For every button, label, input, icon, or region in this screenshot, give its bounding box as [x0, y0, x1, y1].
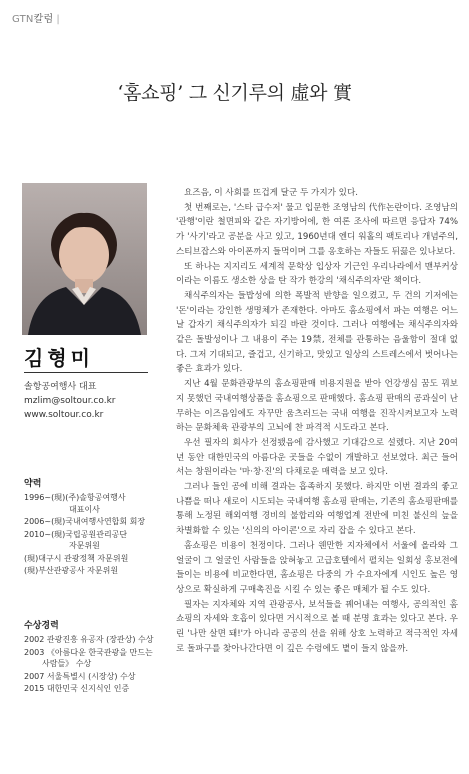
body-paragraph: 필자는 지자체와 지역 관광공사, 보석들을 꿰어내는 여행사, 공의적인 홈쇼핑의 자세와 호흡이 있다면 거시적으로 볼 때 분명 효과는 있다고 본다. 우린 '나만 살면 돼!'가 아니라 공공의 선을 위해 상호 노력하고 적극적인 자세로 돌파구를 찾아나간다면 이 깊은 수렁에도 볕이 들지 않을까.: [176, 599, 458, 654]
article-body: [176, 186, 458, 657]
body-paragraph: 요즈음, 이 사회를 뜨겁게 달군 두 가지가 있다.: [184, 188, 359, 198]
awards-list: [24, 634, 164, 696]
list-item: 2003 《아름다운 한국관광을 만드는 사람들》 수상: [24, 647, 153, 668]
header-separator: |: [56, 14, 60, 25]
author-website: www.soltour.co.kr: [24, 410, 104, 420]
awards-title: 수상경력: [24, 621, 59, 631]
body-paragraph: 채식주의자는 들밥성에 의한 폭발적 반향을 일으켰고, 두 건의 기저에는 '돈'이라는 강인한 생명체가 존재한다. 아마도 홈쇼핑에서 파는 여행은 어느 날 갑자기 채식주의자가 되길 바란 것이다. 그러나 여행에는 채식주의자와 같은 돌발성이나 그 내용이 주는 19禁, 전체를 관통하는 음울함이 절대 없다. 그저 기대되고, 즐겁고, 신기하고, 맛있고 일상의 스트레스에서 벗어나는 좋은 효과가 있다.: [176, 290, 458, 375]
article-title: ‘홈쇼핑’ 그 신기루의 虛와 實: [117, 82, 352, 104]
list-item: (現)부산관광공사 자문위원: [24, 566, 119, 575]
author-info: [24, 380, 159, 422]
body-paragraph: 우선 필자의 회사가 선정됐음에 감사했고 기대감으로 설렜다. 지난 20여년 동안 대한민국의 아름다운 곳들을 수없이 개발하고 선보였다. 최근 들어서는 창원이라는 '마·창·진'의 다채로운 매력을 보고 있다.: [176, 437, 458, 478]
brand-label: GTN: [12, 14, 34, 25]
body-paragraph: 홈쇼핑은 비용이 천정이다. 그러나 웬만한 지자체에서 서울에 올라와 그 얼굴이 그 얼굴인 사람들을 앉혀놓고 고급호텔에서 펼치는 일회성 홍보전에 들이는 비용에 비교한다면, 홈쇼핑은 다중의 가 수요자에게 시인도 높은 영상으로 확실하게 구매촉진을 시킬 수 있는 좋은 매체가 될 수도 있다.: [176, 540, 458, 595]
column-header: [12, 10, 60, 25]
author-email: mzlim@soltour.co.kr: [24, 396, 116, 406]
career-list: [24, 492, 164, 578]
list-item: 2010~(現)국립공원관리공단 자문위원: [24, 529, 128, 550]
list-item: 1996~(現)(주)솔항공여행사 대표이사: [24, 493, 126, 514]
body-paragraph: 첫 번째로는, '스타 급수저' 물고 입문한 조영남의 代作논란이다. 조영남의 '관행'이란 철면피와 같은 자기방어에, 한 여론 조사에 따르면 응답자 74%가 '사기'라고 공분을 사고 있고, 1960년대 엔디 워홀의 팩토리나 개념주의, 스티브잡스와 아이폰까지 들먹이며 그를 옹호하는 자들도 뒤끓은 있나보다.: [176, 202, 458, 257]
body-paragraph: 그러나 들인 공에 비해 결과는 흡족하지 못했다. 하지만 이번 결과의 좋고 나쁨을 떠나 새로이 시도되는 국내여행 홈쇼핑 판매는, 기존의 홈쇼핑판매를 통해 노정된 해외여행 경비의 불합리와 여행업계 전반에 미친 불신의 늪을 차별화할 수 있는 '신의의 아이콘'으로 자리 잡을 수 있다고 본다.: [176, 482, 458, 537]
section-label: 칼럼: [33, 14, 54, 25]
author-photo: [22, 183, 147, 335]
body-paragraph: 지난 4월 문화관광부의 홈쇼핑판매 비용지원을 받아 언강생심 꿈도 꿔보지 못했던 국내여행상품을 홈쇼핑으로 판매했다. 홈쇼핑 판매의 공과실이 난무하는 이즈음임에도 자꾸만 움츠러드는 국내 여행을 진작시켜보고자 노력하는 문화체육 관광부의 고뇌에 찬 파격적 시도라고 본다.: [176, 379, 458, 434]
list-item: 2006~(現)국내여행사연합회 회장: [24, 517, 146, 526]
career-title: 약력: [24, 479, 42, 489]
author-company: 솔항공여행사 대표: [24, 382, 97, 392]
author-name: 김형미: [24, 346, 94, 370]
list-item: 2002 관광진흥 유공자 (장관상) 수상: [24, 635, 154, 644]
list-item: 2007 서울특별시 (시장상) 수상: [24, 671, 136, 681]
list-item: 2015 대한민국 신지식인 인증: [24, 684, 130, 693]
list-item: (現)대구시 관광정책 자문위원: [24, 553, 129, 563]
name-divider: [24, 372, 148, 373]
body-paragraph: 또 하나는 지지리도 세계적 문학상 입상자 기근인 우리나라에서 맨부커상이라는 이름도 생소한 상을 탄 작가 한강의 '채식주의자'란 책이다.: [176, 261, 458, 287]
